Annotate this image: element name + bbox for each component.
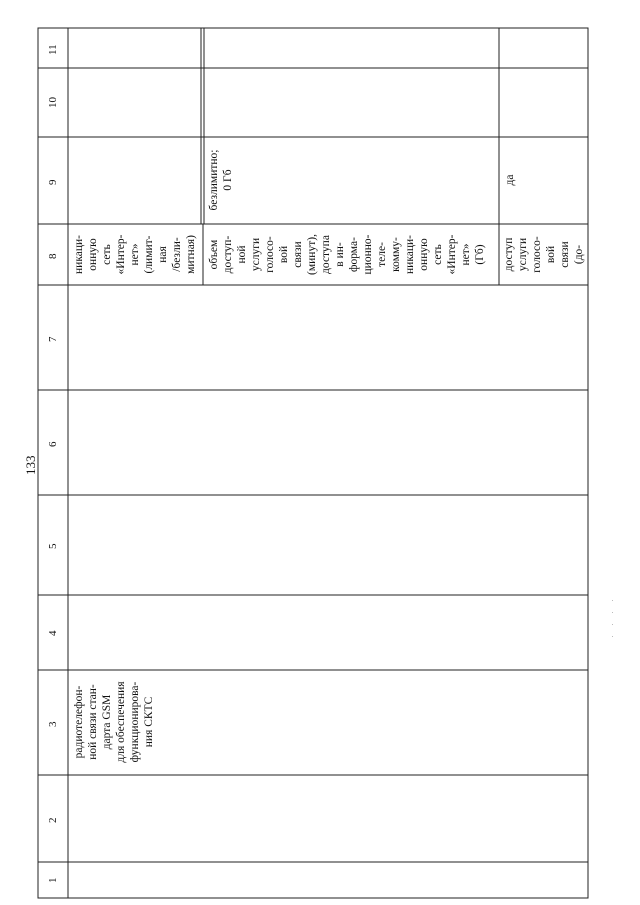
text-line: функционирова-	[129, 681, 141, 763]
col3-service-description	[72, 672, 156, 772]
column-number-2: 2	[47, 817, 59, 823]
scan-speck	[612, 636, 613, 637]
text-line: онную	[87, 238, 99, 271]
text-line: объем	[208, 239, 220, 270]
text-line: да	[504, 174, 516, 186]
column-number-9: 9	[47, 179, 59, 185]
text-line: никаци-	[404, 235, 416, 274]
text-line: в ин-	[334, 242, 346, 267]
text-line: ной	[236, 245, 248, 264]
text-line: (минут),	[306, 234, 318, 275]
column-number-3: 3	[47, 721, 59, 727]
text-line: сеть	[432, 244, 444, 265]
text-line: связи	[292, 241, 304, 268]
col8-row1	[72, 226, 198, 283]
text-line: (лимит-	[143, 235, 155, 274]
column-number-11: 11	[47, 44, 59, 55]
text-line: доступ-	[222, 235, 234, 274]
text-line: доступ	[503, 237, 515, 272]
column-number-5: 5	[47, 543, 59, 549]
text-line: связи	[559, 241, 571, 268]
text-line: (Гб)	[474, 244, 486, 265]
text-line: теле-	[376, 242, 388, 267]
text-line: ния СКТС	[143, 696, 155, 748]
scan-speck	[612, 600, 613, 601]
text-line: вой	[545, 245, 557, 264]
text-line: доступа	[320, 235, 332, 274]
text-line: комму-	[390, 237, 402, 272]
text-line: 0 Гб	[222, 169, 234, 191]
column-number-1: 1	[47, 877, 59, 883]
text-line: «Интер-	[446, 234, 458, 275]
text-line: онную	[418, 238, 430, 271]
text-line: нет»	[460, 243, 472, 266]
text-line: никаци-	[73, 235, 85, 274]
column-number-8: 8	[47, 253, 59, 259]
text-line: голосо-	[531, 236, 543, 273]
text-line: вой	[278, 245, 290, 264]
text-line: ционно-	[362, 234, 374, 275]
page-number: 133	[23, 455, 38, 475]
col8-row2	[207, 226, 487, 283]
text-line: нет»	[129, 243, 141, 266]
text-line: /безли-	[171, 237, 183, 272]
text-line: радиотелефон-	[73, 685, 85, 759]
column-number-10: 10	[47, 97, 59, 108]
scan-speck	[612, 612, 613, 613]
text-line: митная)	[185, 235, 197, 274]
col9-row3	[503, 139, 517, 221]
text-line: ной связи стан-	[87, 684, 99, 760]
col9-row2	[207, 139, 235, 221]
text-line: (до-	[573, 244, 585, 265]
text-line: услуги	[517, 237, 529, 272]
text-line: для обеспечения	[115, 681, 127, 763]
column-number-4: 4	[47, 630, 59, 636]
text-line: сеть	[101, 244, 113, 265]
column-number-7: 7	[47, 336, 59, 342]
text-line: дарта GSM	[101, 694, 113, 750]
text-line: форма-	[348, 237, 360, 272]
scan-speck	[612, 624, 613, 625]
column-number-6: 6	[47, 441, 59, 447]
text-line: «Интер-	[115, 234, 127, 275]
text-line: безлимитно;	[208, 149, 220, 211]
text-line: голосо-	[264, 236, 276, 273]
text-line: ная	[157, 246, 169, 263]
text-line: услуги	[250, 237, 262, 272]
col8-row3	[502, 226, 586, 283]
